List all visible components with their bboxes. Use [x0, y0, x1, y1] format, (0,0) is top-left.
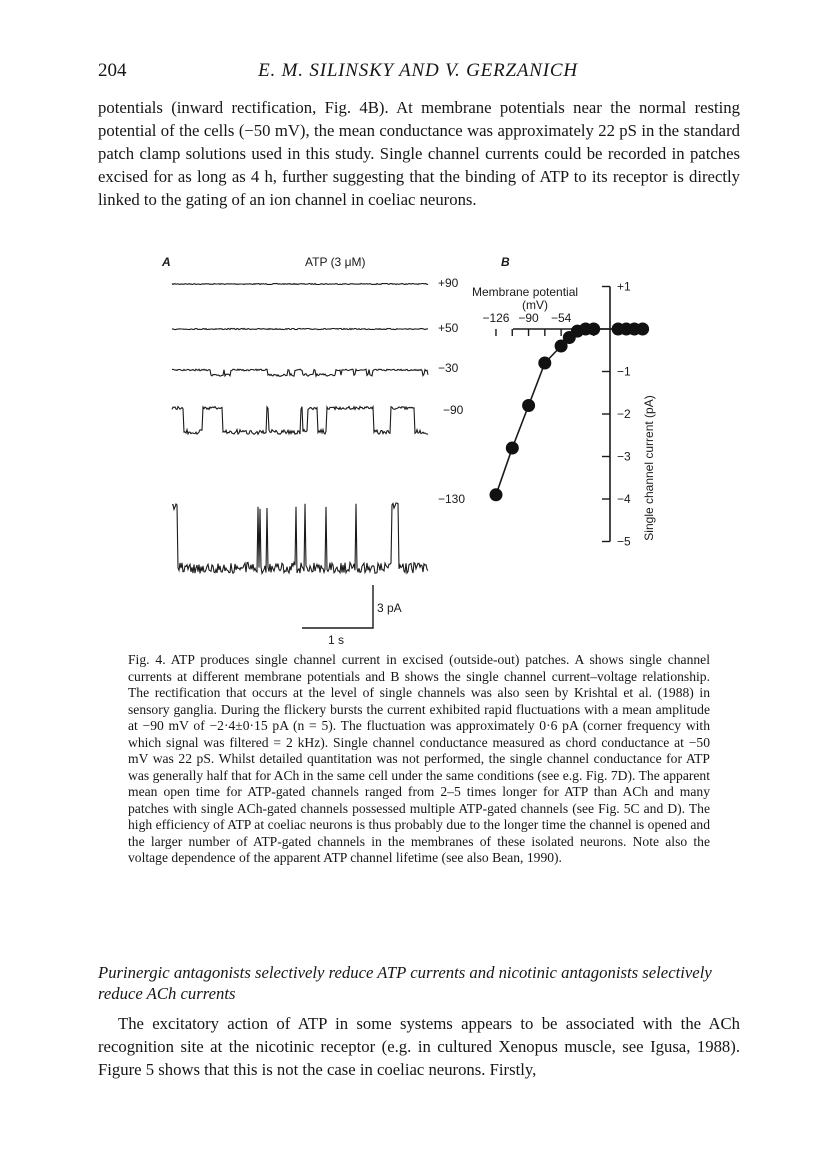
y-tick-label: −3 — [617, 449, 631, 464]
y-tick-label: −4 — [617, 492, 631, 506]
data-point — [587, 323, 600, 336]
trace-label-plus50: +50 — [438, 321, 459, 335]
data-point — [490, 488, 503, 501]
trace-plus90 — [172, 284, 428, 285]
trace-minus90 — [172, 407, 428, 435]
x-tick-label: −126 — [482, 311, 510, 325]
panel-a-label: A — [162, 255, 171, 269]
x-tick-label: −54 — [550, 311, 572, 325]
scale-bar — [302, 585, 373, 628]
data-point — [506, 442, 519, 455]
y-tick-label: −5 — [617, 534, 631, 549]
y-tick-label: −1 — [617, 364, 631, 379]
y-tick-label: −2 — [617, 407, 631, 421]
iv-plot — [482, 280, 649, 549]
panel-b-label: B — [501, 255, 510, 269]
running-header — [98, 60, 738, 86]
data-point — [522, 399, 535, 412]
trace-minus30 — [172, 369, 428, 376]
panel-a-title: ATP (3 μM) — [305, 255, 366, 269]
y-tick-label: +1 — [617, 279, 631, 294]
figure-4-graphic — [150, 248, 710, 648]
figure-caption: Fig. 4. ATP produces single channel current in excised (outside-out) patches. A shows single channel currents at different membrane potentials and B shows the single channel current–voltage relationship. The rectification that occurs at the level of single channels was also seen by Krishtal et al. (1988) in sensory ganglia. During the flickery bursts the current exhibited rapid fluctuations with a mean amplitude at −90 mV of −2·4±0·15 pA (n = 5). The fluctuation was approximately 0·6 pA (corner frequency with which signal was filtered = 2 kHz). Single channel conductance measured as chord conductance at −50 mV was 22 pS. Whilst detailed quantitation was not performed, the single channel conductance for ATP was generally half that for ACh in the same cell under the same conditions (see e.g. Fig. 7D). The apparent mean open time for ATP-gated channels ranged from 2–5 times longer for ATP than ACh and many patches with single ACh-gated channels possessed multiple ATP-gated channels (see Fig. 5C and D). The high efficiency of ATP at coeliac neurons is thus probably due to the longer time the channel is opened and the larger number of ATP-gated channels in the membranes of these isolated neurons. Note also the voltage dependence of the apparent ATP channel lifetime (see also Bean, 1990). — [128, 652, 710, 865]
trace-plus50 — [172, 328, 428, 329]
running-head-authors: E. M. SILINSKY AND V. GERZANICH — [258, 60, 578, 81]
scale-bar-current: 3 pA — [377, 601, 402, 615]
scale-bar-time: 1 s — [328, 633, 345, 647]
section-heading: Purinergic antagonists selectively reduce ATP currents and nicotinic antagonists selectively reduce ACh currents — [98, 963, 712, 1003]
y-axis-title: Single channel current (pA) — [642, 395, 656, 541]
x-axis-units: (mV) — [522, 298, 548, 312]
figure-4 — [150, 248, 710, 648]
trace-label-plus90: +90 — [438, 276, 459, 290]
trace-minus130 — [172, 503, 428, 573]
intro-paragraph: potentials (inward rectification, Fig. 4B). At membrane potentials near the normal resting potential of the cells (−50 mV), the mean conductance was approximately 22 pS in the standard patch clamp solutions used in this study. Single channel currents could be recorded in patches excised for as long as 4 h, further suggesting that the binding of ATP to its receptor is directly linked to the gating of an ion channel in coeliac neurons. — [98, 98, 740, 209]
data-point — [636, 323, 649, 336]
section-paragraph: The excitatory action of ATP in some systems appears to be associated with the ACh recognition site at the nicotinic receptor (e.g. in cultured Xenopus muscle, see Igusa, 1988). Figure 5 shows that this is not the case in coeliac neurons. Firstly, — [98, 1014, 740, 1079]
x-axis-title: Membrane potential — [472, 285, 579, 299]
x-tick-label: −90 — [518, 311, 539, 325]
page-number: 204 — [98, 60, 127, 81]
trace-label-minus130: −130 — [438, 492, 466, 506]
panel-a-traces — [172, 284, 428, 574]
trace-label-minus90: −90 — [443, 403, 464, 417]
trace-label-minus30: −30 — [438, 361, 459, 375]
data-point — [538, 357, 551, 370]
